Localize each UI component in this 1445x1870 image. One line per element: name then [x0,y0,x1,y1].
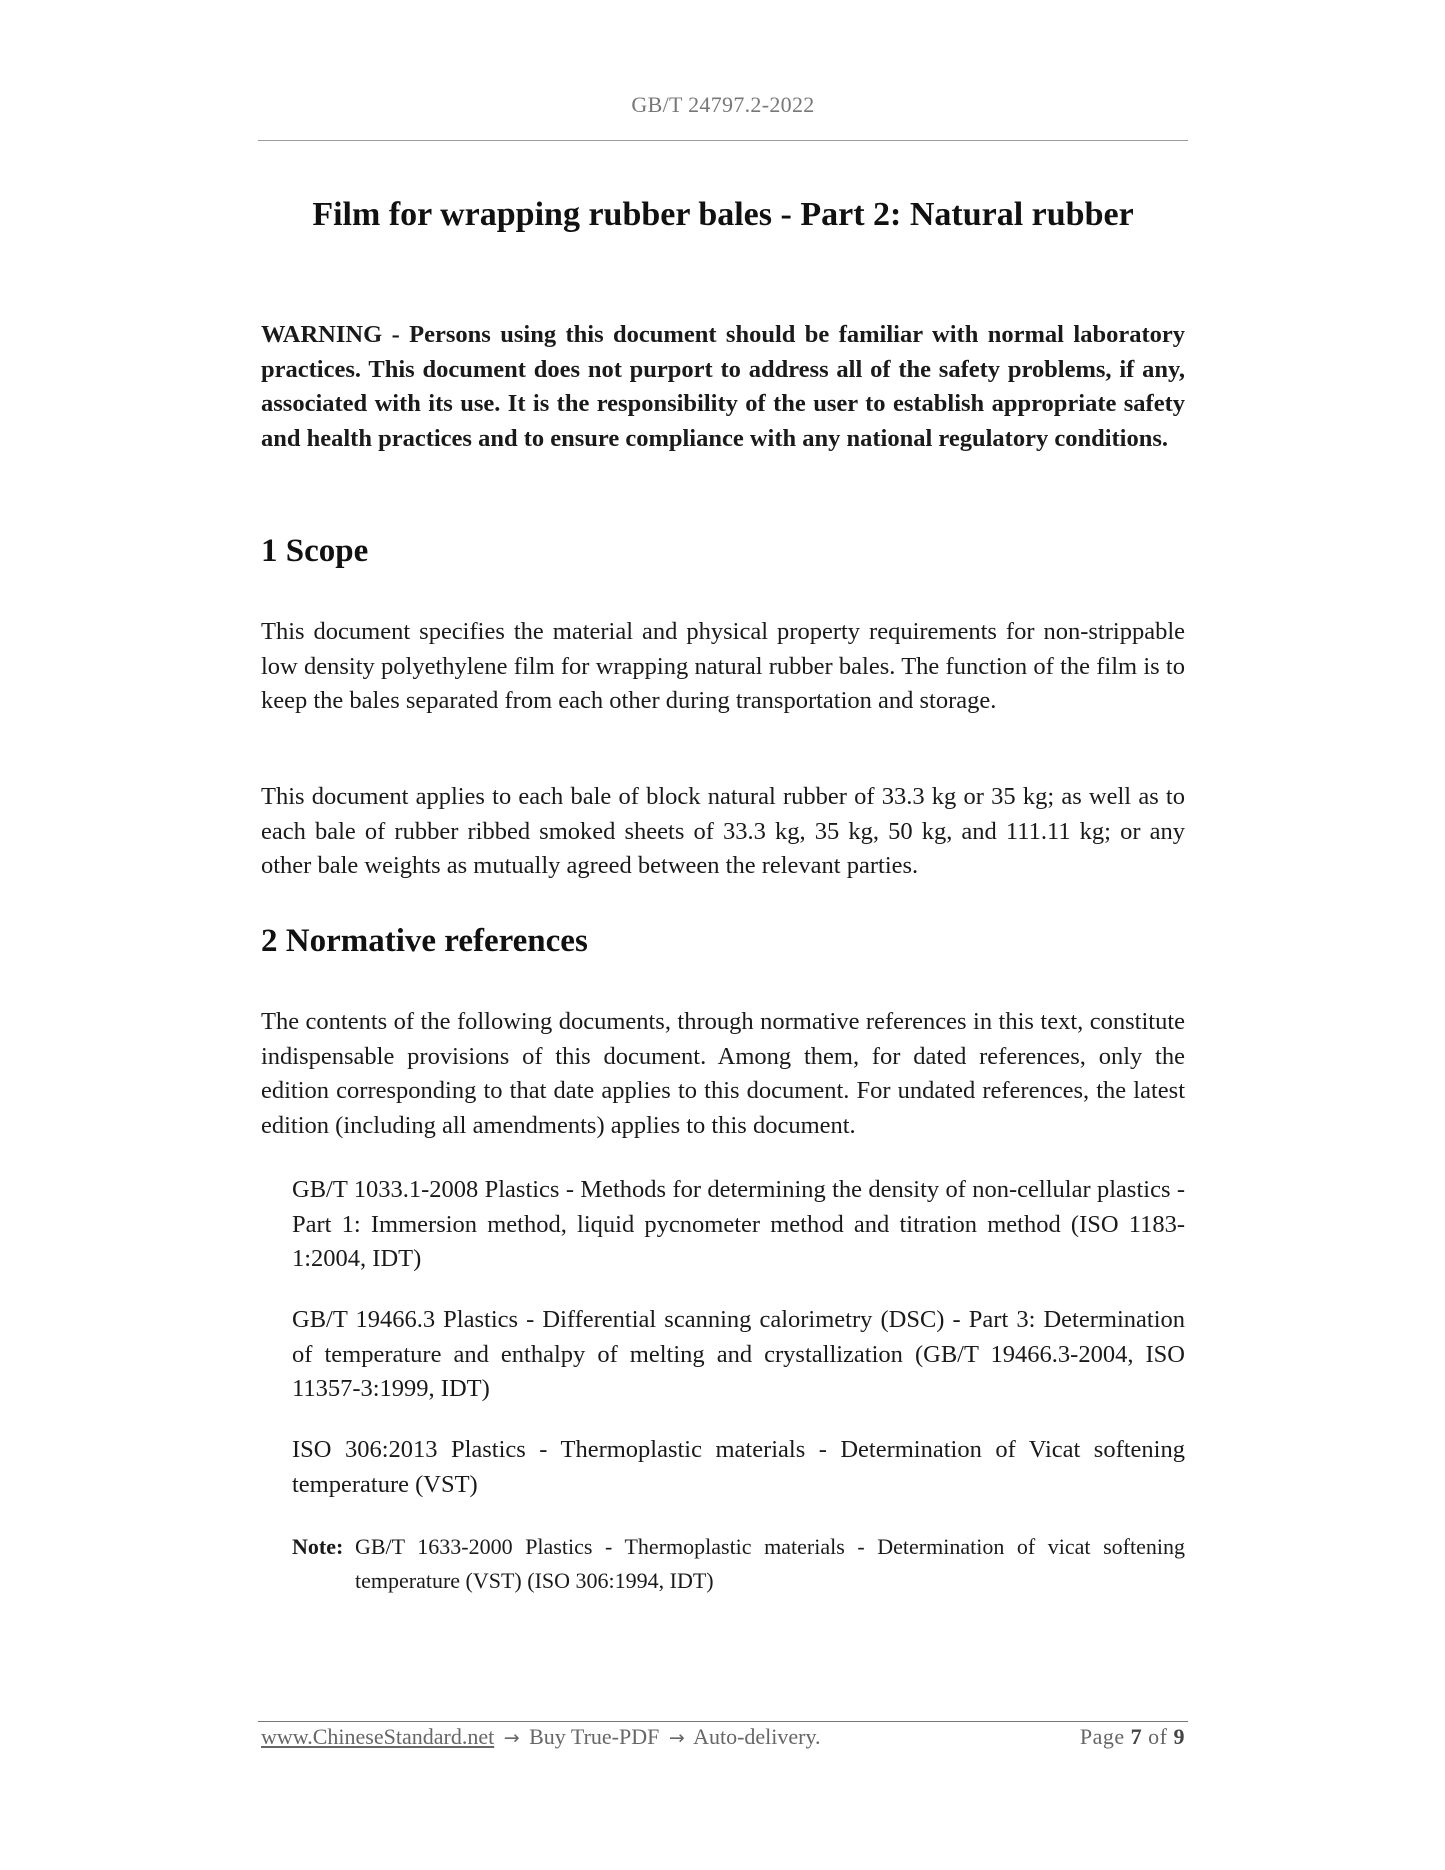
buy-true-pdf-text: Buy True-PDF [529,1724,660,1749]
scope-paragraph-1: This document specifies the material and physical property requirements for non-strippable low density polyethylene film for wrapping natural rubber bales. The function of the film is to keep the bales separated from each other during transportation and storage. [261,618,1185,714]
scope-paragraph-2: This document applies to each bale of block natural rubber of 33.3 kg or 35 kg; as well as to each bale of rubber ribbed smoked sheets of 33.3 kg, 35 kg, 50 kg, and 111.11 kg; or any other bale weights as mutually agreed between the relevant parties. [261,783,1185,879]
reference-item: GB/T 1033.1-2008 Plastics - Methods for determining the density of non-cellular plastics - Part 1: Immersion method, liquid pycnometer method and titration method (ISO 1183-1:2004, IDT) [292,1176,1185,1272]
chinesestandard-link[interactable]: www.ChineseStandard.net [261,1724,495,1749]
header-divider [258,140,1188,141]
page-of: of [1148,1724,1168,1749]
footer-promo [261,1724,821,1750]
auto-delivery-text: Auto-delivery. [693,1724,821,1749]
note-label: Note: [292,1534,344,1559]
footer-divider [258,1721,1188,1722]
page-label: Page [1079,1724,1125,1749]
normative-references-intro: The contents of the following documents, through normative references in this text, constitute indispensable provisions of this document. Among them, for dated references, only the edition corresponding to that date applies to this document. For undated references, the latest edition (including all amendments) applies to this document. [261,1008,1185,1139]
arrow-right-icon: → [668,1727,685,1749]
reference-note [292,1530,1185,1598]
arrow-right-icon: → [503,1727,520,1749]
reference-item: ISO 306:2013 Plastics - Thermoplastic materials - Determination of Vicat softening temperature (VST) [292,1436,1185,1498]
page-number [1080,1724,1185,1750]
document-code-header: GB/T 24797.2-2022 [631,92,815,117]
page-current: 7 [1130,1724,1143,1749]
section-heading-scope: 1 Scope [261,533,369,569]
warning-paragraph: WARNING - Persons using this document should be familiar with normal laboratory practices. This document does not purport to address all of the safety problems, if any, associated with its use. It is the responsibility of the user to establish appropriate safety and health practices and to ensure compliance with any national regulatory conditions. [261,321,1185,452]
section-heading-normative-references: 2 Normative references [261,923,588,959]
page-total: 9 [1173,1724,1185,1749]
document-title: Film for wrapping rubber bales - Part 2: Natural rubber [312,196,1134,233]
page-footer [261,1724,1185,1750]
note-text: GB/T 1633-2000 Plastics - Thermoplastic materials - Determination of vicat softening temperature (VST) (ISO 306:1994, IDT) [355,1534,1185,1593]
reference-item: GB/T 19466.3 Plastics - Differential scanning calorimetry (DSC) - Part 3: Determination of temperature and enthalpy of melting and crystallization (GB/T 19466.3-2004, ISO 11357-3:1999, IDT) [292,1306,1185,1402]
